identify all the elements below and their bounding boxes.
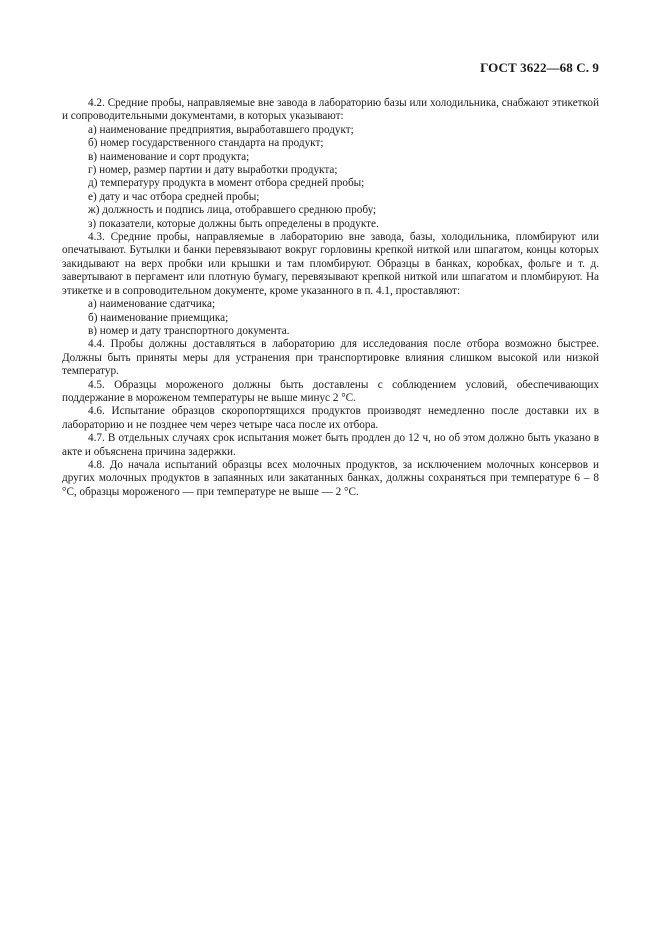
clause-4-8: 4.8. До начала испытаний образцы всех молочных продуктов, за исключением молочных консервов и других молочных продуктов в запаянных или закатанных банках, должны сохраняться при температуре 6 – 8 °С, образцы мороженого — при температуре не выше — 2 °С. xyxy=(62,458,599,498)
list-item: е) дату и час отбора средней пробы; xyxy=(88,190,260,203)
list-item: в) наименование и сорт продукта; xyxy=(88,150,250,163)
document-body xyxy=(62,97,599,499)
clause-4-6: 4.6. Испытание образцов скоропортящихся продуктов производят немедленно после доставки их в лабораторию и не позднее чем через четыре часа после их отбора. xyxy=(62,405,599,431)
list-item: а) наименование сдатчика; xyxy=(88,298,216,311)
list-item: д) температуру продукта в момент отбора средней пробы; xyxy=(88,177,365,190)
list-item: б) наименование приемщика; xyxy=(88,311,229,324)
document-header: ГОСТ 3622—68 С. 9 xyxy=(480,60,599,75)
list-item: з) показатели, которые должны быть определены в продукте. xyxy=(88,217,379,230)
list-item: ж) должность и подпись лица, отобравшего среднюю пробу; xyxy=(88,204,377,217)
clause-4-4: 4.4. Пробы должны доставляться в лабораторию для исследования после отбора возможно быстрее. Должны быть приняты меры для устранения при транспортировке влияния слишком высокой или низкой температур. xyxy=(62,338,599,378)
list-item: б) номер государственного стандарта на продукт; xyxy=(88,137,324,150)
clause-4-7: 4.7. В отдельных случаях срок испытания может быть продлен до 12 ч, но об этом должно быть указано в акте и объяснена причина задержки. xyxy=(62,432,599,458)
list-item: в) номер и дату транспортного документа. xyxy=(88,324,290,337)
list-item: г) номер, размер партии и дату выработки продукта; xyxy=(88,164,338,177)
clause-4-2: 4.2. Средние пробы, направляемые вне завода в лабораторию базы или холодильника, снабжают этикеткой и сопроводительными документами, в которых указывают: xyxy=(62,97,599,123)
list-item: а) наименование предприятия, выработавшего продукт; xyxy=(88,123,354,136)
clause-4-5: 4.5. Образцы мороженого должны быть доставлены с соблюдением условий, обеспечивающих поддержание в мороженом температуры не выше минус 2 °С. xyxy=(62,378,599,404)
clause-4-3: 4.3. Средние пробы, направляемые в лабораторию вне завода, базы, холодильника, пломбируют или опечатывают. Бутылки и банки перевязывают вокруг горловины крепкой ниткой или шпагатом, концы которых закидывают на верх пробки или крышки и там пломбируют. Образцы в банках, коробках, фольге и т. д. завертывают в пергамент или плотную бумагу, перевязывают крепкой ниткой или шпагатом и пломбируют. На этикетке и в сопроводительном документе, кроме указанного в п. 4.1, проставляют: xyxy=(62,231,599,297)
